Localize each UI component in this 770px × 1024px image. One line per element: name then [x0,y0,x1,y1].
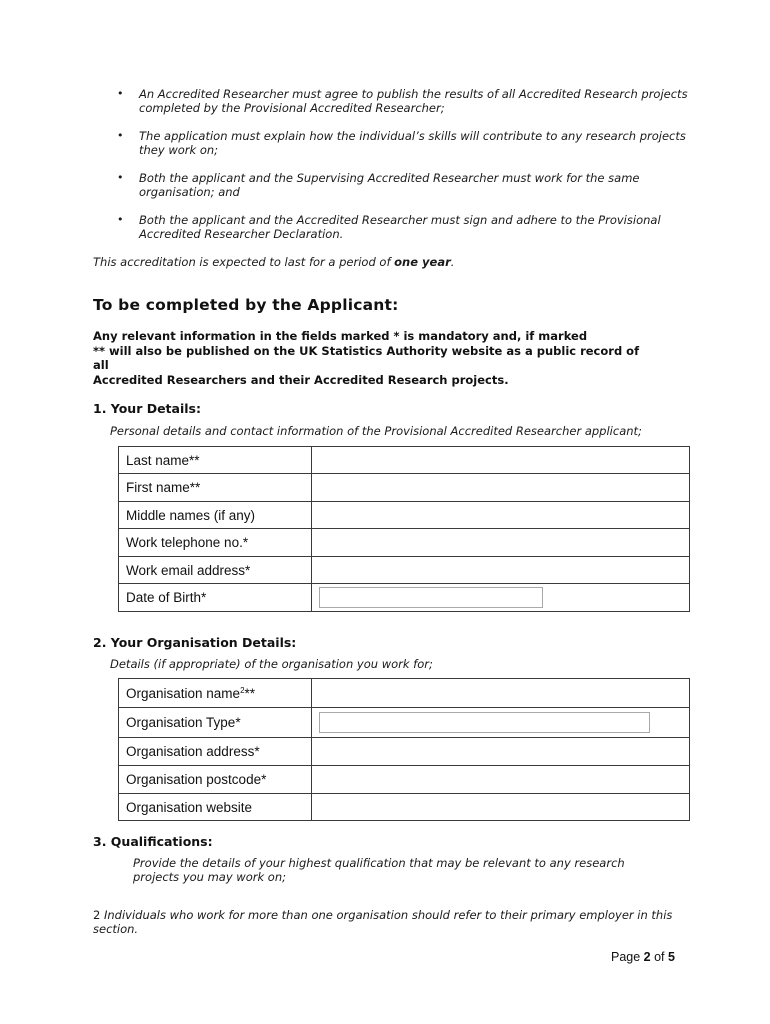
organisation-name-field[interactable] [312,679,690,708]
bullet-icon: • [117,129,124,142]
requirements-list [118,87,688,255]
table-row [119,679,690,708]
organisation-website-field[interactable] [312,794,690,821]
organisation-details-table [118,678,690,821]
last-name-label: Last name** [119,447,312,474]
organisation-name-label: Organisation name$^2$** [119,679,312,708]
table-row [119,557,690,584]
middle-names-label: Middle names (if any) [119,502,312,529]
organisation-type-select[interactable] [319,712,650,733]
organisation-type-label: Organisation Type* [119,708,312,738]
middle-names-field[interactable] [312,502,690,529]
applicant-heading: To be completed by the Applicant: [93,296,399,314]
section-title-qualifications: 3. Qualifications: [93,834,213,849]
work-email-field[interactable] [312,557,690,584]
date-of-birth-label: Date of Birth* [119,584,312,612]
your-details-table [118,446,690,612]
table-row [119,584,690,612]
section-title-organisation-details: 2. Your Organisation Details: [93,635,297,650]
section-title-your-details: 1. Your Details: [93,401,201,416]
section-description: Details (if appropriate) of the organisation you work for; [110,657,433,671]
bullet-icon: • [117,213,124,226]
organisation-postcode-field[interactable] [312,766,690,794]
organisation-address-label: Organisation address* [119,738,312,766]
page-number: Page 2 of 5 [611,950,675,964]
organisation-postcode-label: Organisation postcode* [119,766,312,794]
organisation-type-cell [312,708,690,738]
list-item: • The application must explain how the individual’s skills will contribute to any research projects they work on; [117,129,686,157]
table-row [119,474,690,502]
first-name-field[interactable] [312,474,690,502]
table-row [119,502,690,529]
footnote-number: 2 [93,908,101,922]
organisation-website-label: Organisation website [119,794,312,821]
accreditation-note: This accreditation is expected to last for a period of one year. [93,255,455,269]
work-email-label: Work email address* [119,557,312,584]
list-item: • Both the applicant and the Accredited Researcher must sign and adhere to the Provisional Accredited Researcher Declaration. [117,213,661,241]
bullet-icon: • [117,87,124,100]
mandatory-note: Any relevant information in the fields marked * is mandatory and, if marked ** will also be published on the UK Statistics Authority website as a public record of all Accredited Researchers and their Accredited Research projects. [93,329,640,387]
table-row [119,708,690,738]
table-row [119,738,690,766]
organisation-address-field[interactable] [312,738,690,766]
last-name-field[interactable] [312,447,690,474]
list-item: • Both the applicant and the Supervising Accredited Researcher must work for the same organisation; and [117,171,640,199]
date-of-birth-input[interactable] [319,587,543,608]
bullet-icon: • [117,171,124,184]
footnote: 2 Individuals who work for more than one organisation should refer to their primary employer in this section. [93,908,673,936]
list-item: • An Accredited Researcher must agree to publish the results of all Accredited Research projects completed by the Provisional Accredited Researcher; [117,87,688,115]
work-telephone-field[interactable] [312,529,690,557]
table-row [119,447,690,474]
table-row [119,529,690,557]
section-description: Personal details and contact information of the Provisional Accredited Researcher applicant; [110,424,642,438]
first-name-label: First name** [119,474,312,502]
footnote-ref: 2 [240,685,245,695]
table-row [119,794,690,821]
section-description: Provide the details of your highest qualification that may be relevant to any research projects you may work on; [133,856,625,884]
table-row [119,766,690,794]
date-of-birth-cell [312,584,690,612]
work-telephone-label: Work telephone no.* [119,529,312,557]
